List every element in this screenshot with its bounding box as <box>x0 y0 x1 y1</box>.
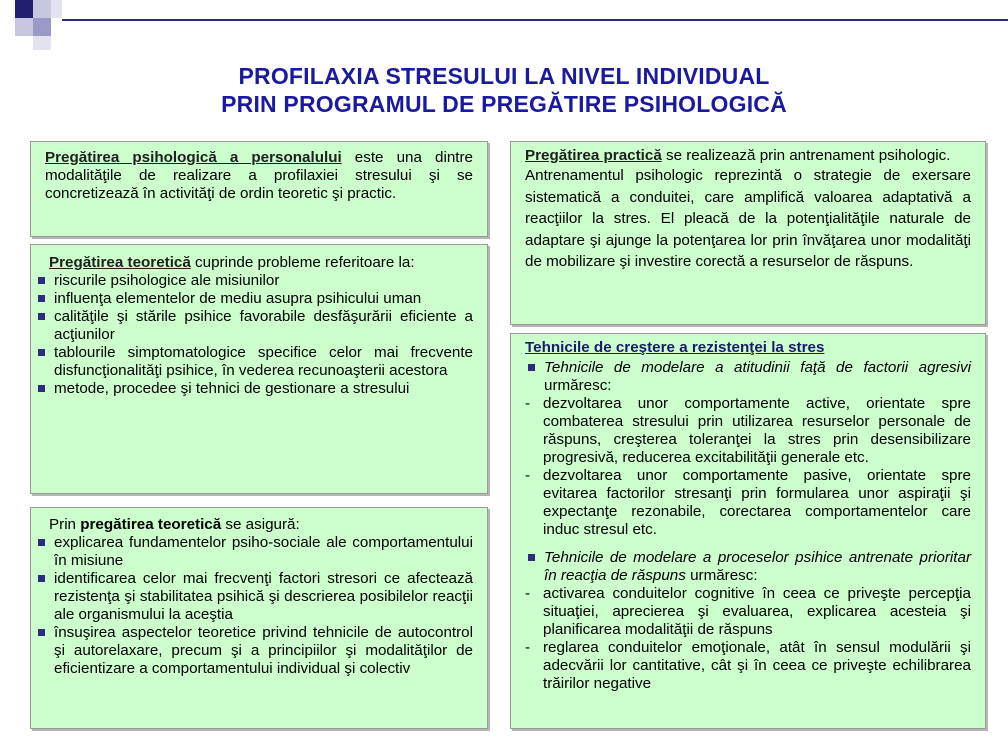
bullet-icon <box>528 554 535 561</box>
box-psychological-training <box>30 141 488 237</box>
list-item: influenţa elementelor de mediu asupra psihicului uman <box>35 290 473 308</box>
bullet-icon <box>38 313 45 320</box>
box3-list <box>35 534 473 678</box>
box-theoretical-training <box>30 244 488 494</box>
bullet-icon <box>38 349 45 356</box>
bullet-icon <box>38 277 45 284</box>
box-theoretical-outcomes <box>30 507 488 729</box>
box4-paragraph: Pregătirea practică se realizează prin antrenament psihologic. <box>525 147 951 164</box>
list-item: metode, procedee şi tehnici de gestionare a stresului <box>35 380 473 398</box>
dash-item: - reglarea conduitelor emoţionale, atât în sensul modulării şi adecvării lor cantitative, cât şi în ceea ce priveşte echilibrarea trăirilor negative <box>525 639 971 692</box>
bullet-icon <box>38 539 45 546</box>
title-line-2: PRIN PROGRAMUL DE PREGĂTIRE PSIHOLOGICĂ <box>221 91 787 117</box>
box1-text: este una dintre modalităţile de realizare a profilaxiei stresului şi se concretizează în activităţi de ordin teoretic şi practic. <box>45 149 473 202</box>
box2-intro-text: cuprinde probleme referitoare la: <box>190 254 415 271</box>
page-title <box>0 62 1008 118</box>
header-rule <box>62 19 1008 21</box>
list-item: însuşirea aspectelor teoretice privind tehnicile de autocontrol şi autorelaxare, precum şi a principiilor şi modalităţilor de eficientizare a comportamentului individual şi colectiv <box>35 624 473 678</box>
box5-group1 <box>525 359 971 395</box>
box4-paragraph-2: Antrenamentul psihologic reprezintă o strategie de exersare sistematică a conduitei, care amplifică valoarea adaptativă a reacţiilor la stres. El pleacă de la potenţialităţile naturale de adaptare şi ajunge la potenţarea lor prin învăţarea unor modalităţi de mobilizare şi investire corectă a resurselor de răspuns. <box>525 167 971 270</box>
box1-paragraph <box>45 149 473 203</box>
box2-term: Pregătirea teoretică <box>49 254 191 271</box>
list-item: Tehnicile de modelare a atitudinii faţă de factorii agresivi urmăresc: <box>525 359 971 395</box>
dash-item: - dezvoltarea unor comportamente pasive, orientate spre evitarea factorilor stresanţi prin formularea unor aspiraţii şi expectanţe rezonabile, corectarea comportamentelor care induc stresul etc. <box>525 467 971 538</box>
box3-intro: Prin pregătirea teoretică se asigură: <box>49 516 300 533</box>
bullet-icon <box>38 295 45 302</box>
bullet-icon <box>38 629 45 636</box>
bullet-icon <box>38 575 45 582</box>
box5-group2 <box>525 549 971 585</box>
bullet-icon <box>38 385 45 392</box>
bullet-icon <box>528 364 535 371</box>
title-line-1: PROFILAXIA STRESULUI LA NIVEL INDIVIDUAL <box>238 63 770 89</box>
box-practical-training <box>510 141 986 325</box>
list-item: identificarea celor mai frecvenţi factori stresori ce afectează rezistenţa şi stabilitatea psihică şi descrierea posibilelor reacţii ale organismului la aceştia <box>35 570 473 624</box>
box5-heading: Tehnicile de creştere a rezistenţei la stres <box>525 339 825 356</box>
list-item: Tehnicile de modelare a proceselor psihice antrenate prioritar în reacţia de răspuns urmăresc: <box>525 549 971 585</box>
box-stress-resistance-techniques <box>510 333 986 729</box>
list-item: riscurile psihologice ale misiunilor <box>35 272 473 290</box>
box4-term: Pregătirea practică <box>525 147 662 164</box>
box3-term: pregătirea teoretică <box>80 516 222 533</box>
box2-list <box>35 272 473 398</box>
list-item: tablourile simptomatologice specifice celor mai frecvente disfuncţionalităţi psihice, în vederea recunoaşterii acestora <box>35 344 473 380</box>
box2-intro <box>49 254 473 272</box>
dash-item: - activarea conduitelor cognitive în ceea ce priveşte percepţia situaţiei, aprecierea şi evaluarea, explicarea acesteia şi planificarea modalităţii de răspuns <box>525 585 971 638</box>
box1-term: Pregătirea psihologică a personalului <box>45 149 342 166</box>
list-item: explicarea fundamentelor psiho-sociale ale comportamentului în misiune <box>35 534 473 570</box>
dash-item: - dezvoltarea unor comportamente active, orientate spre combaterea stresului prin utilizarea resurselor personale de răspuns, creşterea toleranţei la stres prin desensibilizare progresivă, reducerea excitabilităţii generale etc. <box>525 395 971 466</box>
corner-decoration <box>0 0 80 60</box>
list-item: calităţile şi stările psihice favorabile desfăşurării eficiente a acţiunilor <box>35 308 473 344</box>
